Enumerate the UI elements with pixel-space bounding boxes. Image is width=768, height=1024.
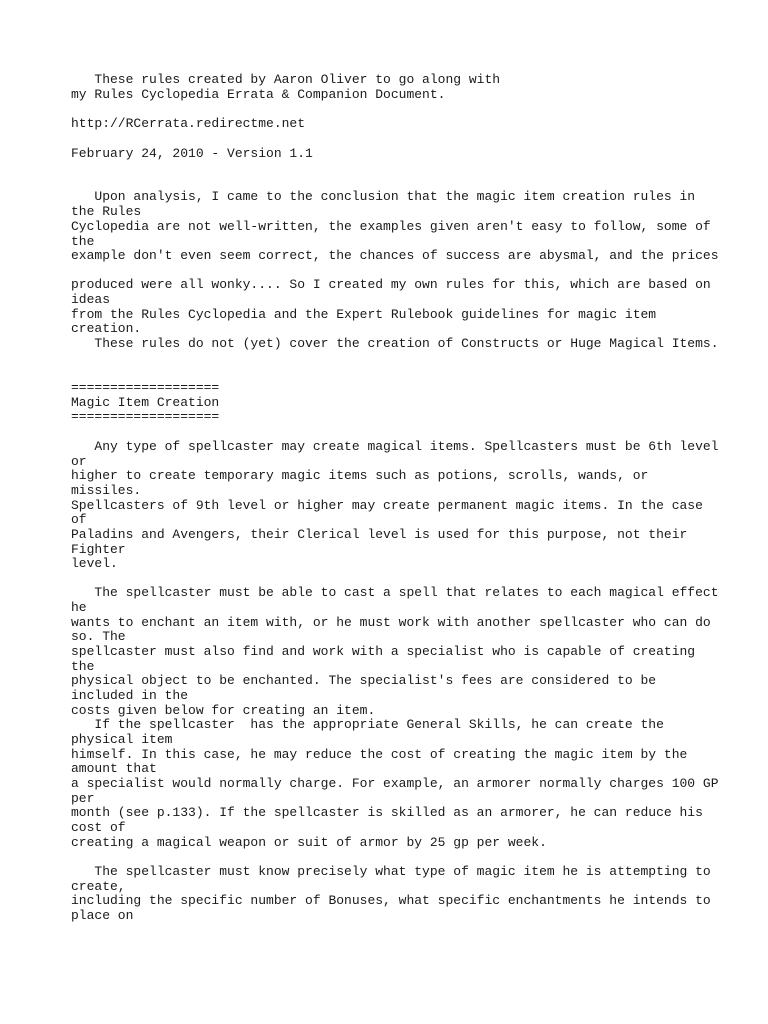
body-line: month (see p.133). If the spellcaster is skilled as an armorer, he can reduce his xyxy=(71,805,703,820)
body-line: example don't even seem correct, the chances of success are abysmal, and the prices xyxy=(71,248,719,263)
body-line: ideas xyxy=(71,292,111,307)
body-line: Cyclopedia are not well-written, the examples given aren't easy to follow, some of xyxy=(71,219,711,234)
body-line: physical object to be enchanted. The specialist's fees are considered to be xyxy=(71,673,657,688)
body-line: amount that xyxy=(71,761,157,776)
body-line: These rules do not (yet) cover the creation of Constructs or Huge Magical Items. xyxy=(71,336,719,351)
body-line: he xyxy=(71,600,87,615)
body-line: included in the xyxy=(71,688,189,703)
body-line: missiles. xyxy=(71,483,142,498)
body-line: The spellcaster must be able to cast a spell that relates to each magical effect xyxy=(71,585,719,600)
body-line: place on xyxy=(71,908,134,923)
body-line: creating a magical weapon or suit of armor by 25 gp per week. xyxy=(71,835,547,850)
body-line: the Rules xyxy=(71,204,142,219)
body-line: Paladins and Avengers, their Clerical level is used for this purpose, not their xyxy=(71,527,688,542)
body-line: Any type of spellcaster may create magical items. Spellcasters must be 6th level xyxy=(71,439,719,454)
body-line: higher to create temporary magic items such as potions, scrolls, wands, or xyxy=(71,468,649,483)
body-line: of xyxy=(71,512,87,527)
body-line: the xyxy=(71,659,95,674)
body-line: The spellcaster must know precisely what type of magic item he is attempting to xyxy=(71,864,711,879)
body-line: wants to enchant an item with, or he must work with another spellcaster who can do xyxy=(71,615,711,630)
body-line: If the spellcaster has the appropriate General Skills, he can create the xyxy=(71,717,664,732)
intro-line: my Rules Cyclopedia Errata & Companion Document. xyxy=(71,87,446,102)
body-line: a specialist would normally charge. For example, an armorer normally charges 100 GP xyxy=(71,776,719,791)
intro-line: These rules created by Aaron Oliver to go along with xyxy=(71,72,501,87)
body-line: physical item xyxy=(71,732,173,747)
body-line: Fighter xyxy=(71,542,126,557)
body-line: Upon analysis, I came to the conclusion that the magic item creation rules in xyxy=(71,189,696,204)
section-rule: =================== xyxy=(71,380,220,395)
section-heading: Magic Item Creation xyxy=(71,395,220,410)
body-line: creation. xyxy=(71,321,142,336)
section-rule: =================== xyxy=(71,409,220,424)
body-line: level. xyxy=(71,556,118,571)
body-line: produced were all wonky.... So I created my own rules for this, which are based on xyxy=(71,277,711,292)
date-version-line: February 24, 2010 - Version 1.1 xyxy=(71,146,313,161)
body-line: Spellcasters of 9th level or higher may create permanent magic items. In the case xyxy=(71,498,703,513)
body-line: including the specific number of Bonuses, what specific enchantments he intends to xyxy=(71,893,711,908)
body-line: per xyxy=(71,791,95,806)
body-line: spellcaster must also find and work with a specialist who is capable of creating xyxy=(71,644,696,659)
body-line: costs given below for creating an item. xyxy=(71,703,376,718)
body-line: the xyxy=(71,234,95,249)
body-line: himself. In this case, he may reduce the cost of creating the magic item by the xyxy=(71,747,688,762)
body-line: cost of xyxy=(71,820,126,835)
body-line: from the Rules Cyclopedia and the Expert Rulebook guidelines for magic item xyxy=(71,307,657,322)
url-line: http://RCerrata.redirectme.net xyxy=(71,116,306,131)
body-line: or xyxy=(71,454,87,469)
body-line: create, xyxy=(71,879,126,894)
body-line: so. The xyxy=(71,629,126,644)
